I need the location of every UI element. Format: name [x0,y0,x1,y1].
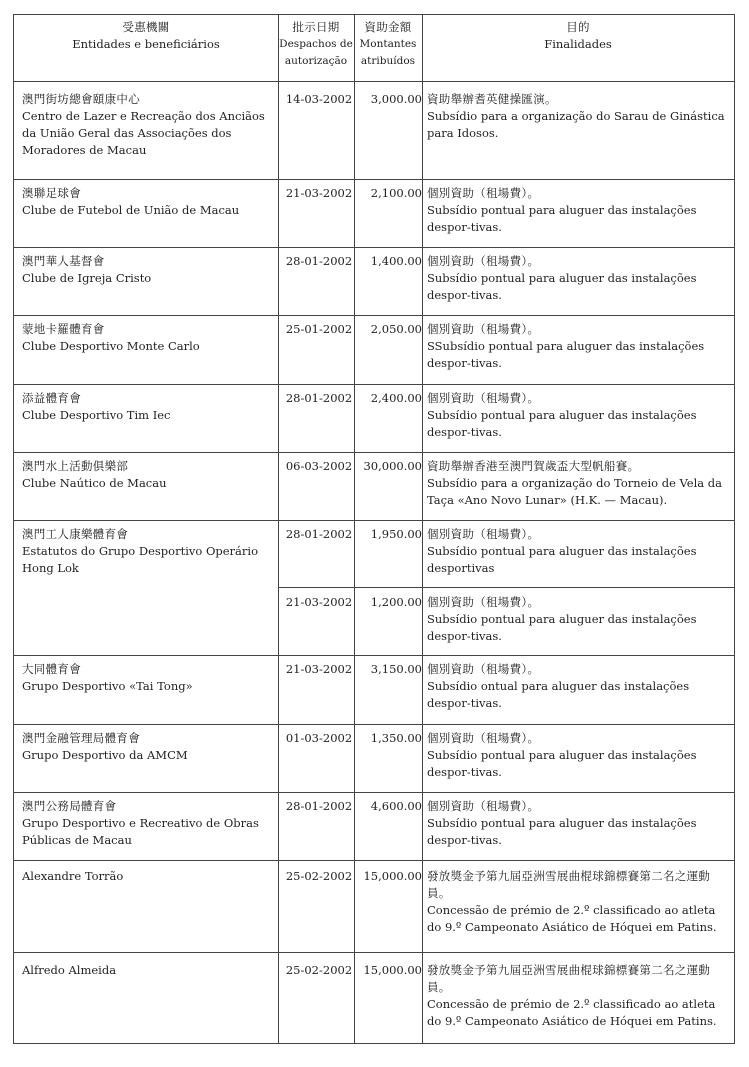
entity-cell [22,185,277,219]
entity-cell [22,661,277,695]
table-row [14,452,734,521]
header-amount-pt1: Montantes [359,38,417,50]
purpose-cell [427,594,727,645]
purpose-zh: 發放獎金予第九屆亞洲雪展曲棍球錦標賽第二名之運動員。 [427,963,711,994]
header-date-zh: 批示日期 [292,20,340,34]
header-entities-zh: 受惠機關 [122,20,170,34]
amount-cell: 30,000.00 [363,459,422,473]
amount-cell: 2,100.00 [370,186,422,200]
entity-cell [22,730,277,764]
purpose-pt: Subsídio para a organização do Sarau de Ginástica para Idosos. [427,109,725,140]
table-row [14,724,734,793]
purpose-zh: 個別資助（租場費）。 [427,527,540,541]
header-amount-pt2: atribuídos [360,55,416,67]
date-cell: 28-01-2002 [285,527,353,541]
amount-cell: 3,150.00 [370,662,422,676]
date-cell: 25-01-2002 [285,322,353,336]
entity-pt: Clube Desportivo Monte Carlo [22,339,200,353]
sub-row-divider [278,587,734,588]
entity-zh: 澳門工人康樂體育會 [22,527,129,541]
purpose-cell [427,185,727,236]
purpose-pt: Concessão de prémio de 2.º classificado ao atleta do 9.º Campeonato Asiático de Hóquei em Patins. [427,903,717,934]
table-row [14,655,734,725]
entity-zh: 添益體育會 [22,391,81,405]
purpose-zh: 個別資助（租場費）。 [427,322,540,336]
header-date [278,19,354,70]
date-cell: 21-03-2002 [285,186,353,200]
amount-cell: 2,400.00 [370,391,422,405]
purpose-zh: 個別資助（租場費）。 [427,391,540,405]
entity-zh: 澳門華人基督會 [22,254,105,268]
header-date-pt2: autorização [284,55,348,67]
entity-cell [22,798,277,849]
amount-cell: 15,000.00 [363,869,422,883]
entity-pt: Estatutos do Grupo Desportivo Operário Hong Lok [22,544,259,575]
table-row [14,81,734,180]
header-amount [354,19,422,70]
date-cell: 25-02-2002 [285,963,353,977]
entity-zh: 大同體育會 [22,662,81,676]
table-row [14,179,734,248]
entity-pt: Grupo Desportivo «Tai Tong» [22,679,193,693]
entity-pt: Centro de Lazer e Recreação dos Anciãos da União Geral das Associações dos Moradores de Macau [22,109,265,157]
table-row [14,860,734,953]
table-row [14,247,734,316]
purpose-pt: Subsídio para a organização do Torneio de Vela da Taça «Ano Novo Lunar» (H.K. — Macau). [427,476,722,507]
amount-cell: 1,200.00 [370,595,422,609]
purpose-pt: Subsídio pontual para aluguer das instalações despor-tivas. [427,271,697,302]
table-row [14,792,734,861]
entity-zh: 澳門公務局體育會 [22,799,117,813]
purpose-pt: Subsídio pontual para aluguer das instalações despor-tivas. [427,816,697,847]
entity-zh: 澳門金融管理局體育會 [22,731,140,745]
header-purpose-pt: Finalidades [544,37,612,51]
purpose-cell [427,390,727,441]
entity-cell [22,526,277,577]
header-purpose [422,19,734,53]
purpose-cell [427,798,727,849]
entity-cell [22,390,277,424]
purpose-pt: Subsídio pontual para aluguer das instalações despor-tivas. [427,748,697,779]
header-date-pt1: Despachos de [279,38,353,50]
entity-pt: Clube Naútico de Macau [22,476,167,490]
purpose-zh: 個別資助（租場費）。 [427,254,540,268]
header-purpose-zh: 目的 [566,20,590,34]
header-amount-zh: 資助金額 [364,20,412,34]
purpose-zh: 個別資助（租場費）。 [427,799,540,813]
table-header [14,15,734,82]
date-cell: 28-01-2002 [285,391,353,405]
purpose-pt: Subsídio pontual para aluguer das instalações despor-tivas. [427,408,697,439]
entity-pt: Alfredo Almeida [22,963,117,977]
purpose-pt: Subsídio pontual para aluguer das instalações desportivas [427,544,697,575]
date-cell: 21-03-2002 [285,595,353,609]
date-cell: 06-03-2002 [285,459,353,473]
entity-pt: Clube de Futebol de União de Macau [22,203,240,217]
purpose-pt: Subsídio pontual para aluguer das instalações despor-tivas. [427,203,697,234]
amount-cell: 1,400.00 [370,254,422,268]
entity-zh: 澳門街坊總會頤康中心 [22,92,140,106]
table-row [14,952,734,1045]
purpose-cell [427,661,727,712]
amount-cell: 1,350.00 [370,731,422,745]
amount-cell: 4,600.00 [370,799,422,813]
date-cell: 28-01-2002 [285,254,353,268]
table-row [14,384,734,453]
purpose-cell [427,253,727,304]
date-cell: 25-02-2002 [285,869,353,883]
entity-zh: 澳門水上活動俱樂部 [22,459,129,473]
purpose-cell [427,730,727,781]
table-row [14,315,734,385]
purpose-zh: 資助舉辦香港至澳門賀歲盃大型帆船賽。 [427,459,640,473]
entity-pt: Clube de Igreja Cristo [22,271,152,285]
entity-cell [22,962,277,979]
purpose-zh: 個別資助（租場費）。 [427,186,540,200]
purpose-pt: Concessão de prémio de 2.º classificado ao atleta do 9.º Campeonato Asiático de Hóquei em Patins. [427,997,717,1028]
amount-cell: 2,050.00 [370,322,422,336]
date-cell: 01-03-2002 [285,731,353,745]
purpose-cell [427,458,727,509]
amount-cell: 1,950.00 [370,527,422,541]
purpose-zh: 個別資助（租場費）。 [427,662,540,676]
subsidy-table [13,14,735,1044]
purpose-cell [427,526,727,577]
purpose-pt: Subsídio ontual para aluguer das instalações despor-tivas. [427,679,690,710]
purpose-cell [427,868,727,936]
date-cell: 14-03-2002 [285,92,353,106]
purpose-zh: 個別資助（租場費）。 [427,595,540,609]
entity-pt: Grupo Desportivo da AMCM [22,748,188,762]
entity-cell [22,458,277,492]
entity-pt: Clube Desportivo Tim Iec [22,408,171,422]
amount-cell: 3,000.00 [370,92,422,106]
entity-pt: Alexandre Torrão [22,869,124,883]
entity-cell [22,868,277,885]
entity-cell [22,91,277,159]
purpose-cell [427,321,727,372]
purpose-cell [427,962,727,1030]
purpose-pt: Subsídio pontual para aluguer das instalações despor-tivas. [427,612,697,643]
amount-cell: 15,000.00 [363,963,422,977]
entity-pt: Grupo Desportivo e Recreativo de Obras Públicas de Macau [22,816,259,847]
date-cell: 21-03-2002 [285,662,353,676]
purpose-zh: 資助舉辦耆英健操匯演。 [427,92,557,106]
entity-cell [22,321,277,355]
entity-cell [22,253,277,287]
table-row-group [14,520,734,656]
entity-zh: 澳聯足球會 [22,186,81,200]
header-entities-pt: Entidades e beneficiários [72,37,220,51]
purpose-cell [427,91,727,142]
header-entities [14,19,278,53]
purpose-zh: 發放獎金予第九屆亞洲雪展曲棍球錦標賽第二名之運動員。 [427,869,711,900]
purpose-pt: SSubsídio pontual para aluguer das instalações despor-tivas. [427,339,705,370]
date-cell: 28-01-2002 [285,799,353,813]
purpose-zh: 個別資助（租場費）。 [427,731,540,745]
entity-zh: 蒙地卡羅體育會 [22,322,105,336]
